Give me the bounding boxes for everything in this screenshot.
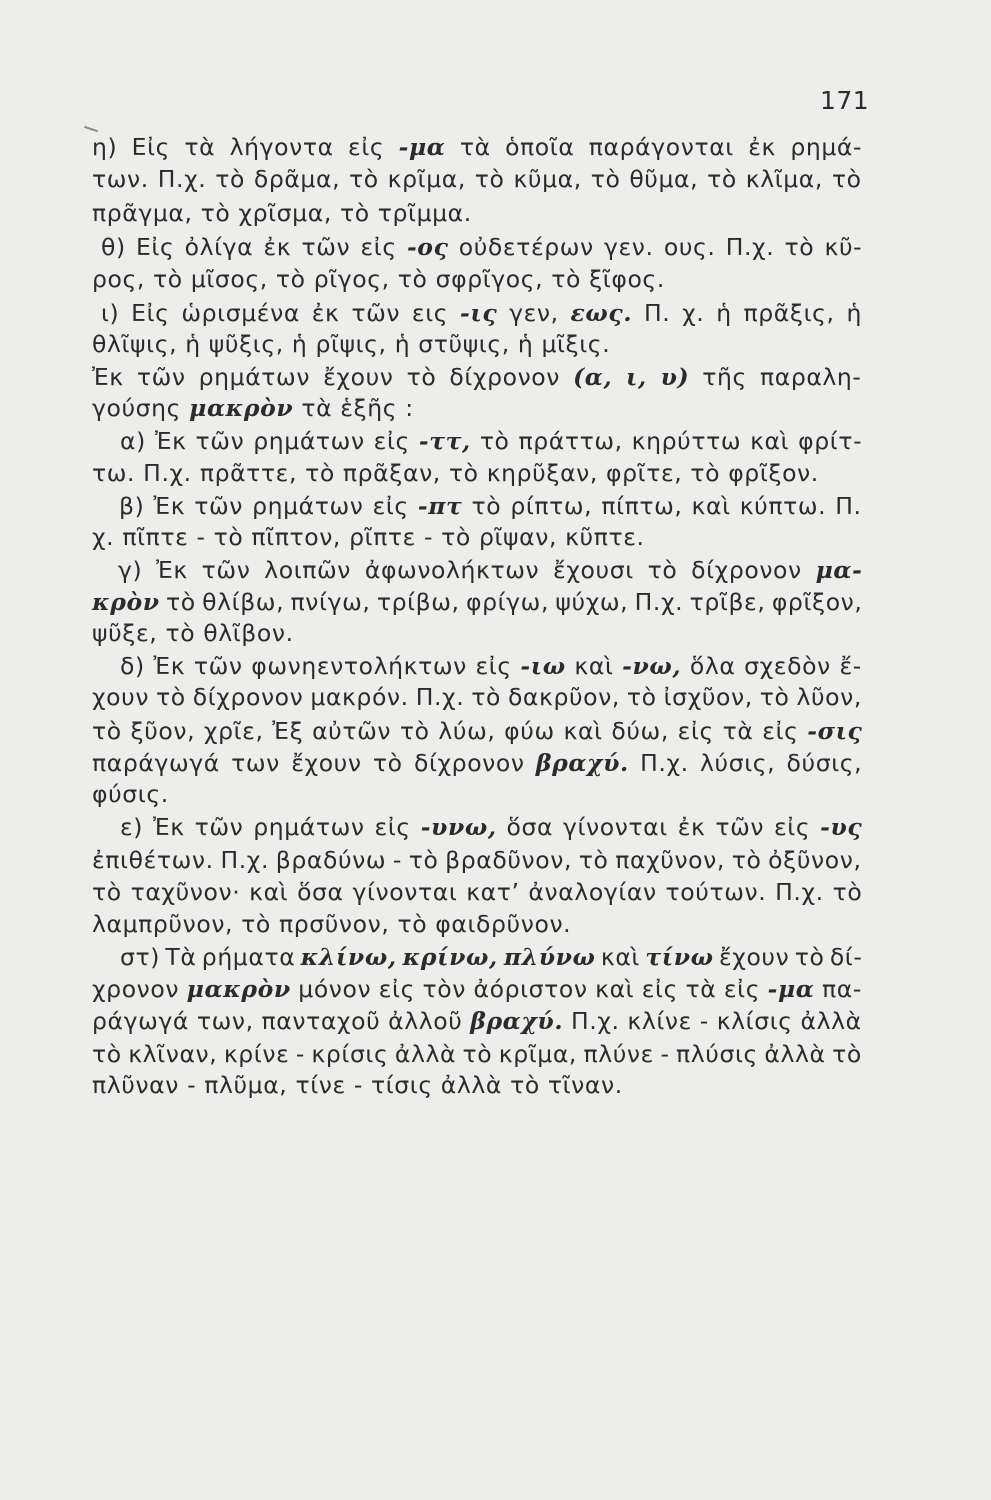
text-span: τὸ θλίβω, πνίγω, τρίβω, φρίγω, ψύχω, Π.χ. τρῖβε, φρῖξον, bbox=[159, 588, 863, 616]
text-span: μόνον εἰς τὸν ἀόριστον καὶ εἰς τὰ εἰς bbox=[290, 975, 768, 1003]
emphasis-text: -υνω, bbox=[420, 813, 497, 841]
text-line bbox=[92, 716, 862, 746]
text-line bbox=[92, 587, 862, 617]
text-span: α) Ἐκ τῶν ρημάτων εἰς bbox=[120, 427, 419, 455]
text-line bbox=[101, 298, 862, 328]
text-span: πρᾶγμα, τὸ χρῖσμα, τὸ τρῖμμα. bbox=[92, 199, 472, 227]
text-line bbox=[92, 522, 645, 552]
text-span: τὸ ρίπτω, πίπτω, καὶ κύπτω. Π. bbox=[462, 492, 862, 520]
text-span: ρος, τὸ μῖσος, τὸ ρῖγος, τὸ σφρῖγος, τὸ ξῖφος. bbox=[92, 265, 665, 293]
emphasis-text: μακρὸν bbox=[186, 975, 291, 1003]
text-span: ε) Ἐκ τῶν ρημάτων εἰς bbox=[120, 813, 421, 841]
text-span: ράγωγά των, πανταχοῦ ἀλλοῦ bbox=[92, 1007, 471, 1035]
text-span: ψῦξε, τὸ θλῖβον. bbox=[92, 619, 294, 647]
emphasis-text: -σις bbox=[807, 717, 863, 745]
text-span: τὸ ταχῦνον· καὶ ὅσα γίνονται κατ’ ἀναλογίαν τούτων. Π.χ. τὸ bbox=[92, 878, 863, 906]
text-span: Ἐκ τῶν ρημάτων ἔχουν τὸ δίχρονον bbox=[92, 363, 574, 391]
text-line bbox=[120, 651, 862, 681]
text-span: η) Εἰς τὰ λήγοντα εἰς bbox=[92, 133, 399, 161]
text-span: ὅσα γίνονται ἐκ τῶν εἰς bbox=[496, 813, 821, 841]
emphasis-text: βραχύ. bbox=[470, 1007, 564, 1035]
text-span: χρονον bbox=[92, 975, 187, 1003]
text-span: χουν τὸ δίχρονον μακρόν. Π.χ. τὸ δακρῦον, τὸ ἰσχῦον, τὸ λῦον, bbox=[92, 683, 862, 711]
text-line bbox=[92, 362, 862, 392]
text-span: καὶ bbox=[595, 943, 646, 971]
emphasis-text: μακρὸν bbox=[189, 394, 294, 422]
text-span: τὰ ἑξῆς : bbox=[293, 394, 414, 422]
text-line bbox=[120, 426, 862, 456]
text-line bbox=[92, 682, 862, 712]
text-span: τὸ πράττω, κηρύττω καὶ φρίτ- bbox=[470, 427, 863, 455]
text-line bbox=[92, 393, 414, 423]
emphasis-text: -υς bbox=[820, 813, 863, 841]
text-span: Π.χ. κλίνε - κλίσις ἀλλὰ bbox=[563, 1007, 862, 1035]
text-line bbox=[92, 845, 862, 875]
emphasis-text: κλίνω, κρίνω, πλύνω bbox=[300, 943, 596, 971]
text-line bbox=[118, 555, 862, 585]
text-span: τὸ κλῖναν, κρίνε - κρίσις ἀλλὰ τὸ κρῖμα, πλύνε - πλύσις ἀλλὰ τὸ bbox=[92, 1040, 862, 1068]
text-line bbox=[92, 164, 862, 194]
emphasis-text: -πτ bbox=[417, 492, 463, 520]
emphasis-text: -μα bbox=[767, 975, 815, 1003]
text-line bbox=[92, 877, 862, 907]
text-line bbox=[92, 132, 862, 162]
text-span: στ) Τὰ ρήματα bbox=[120, 943, 301, 971]
text-span: τῆς παραλη- bbox=[689, 363, 862, 391]
text-span: χ. πῖπτε - τὸ πῖπτον, ρῖπτε - τὸ ρῖψαν, κῦπτε. bbox=[92, 523, 645, 551]
emphasis-text: -μα bbox=[398, 133, 446, 161]
text-span: τὰ ὁποῖα παράγονται ἐκ ρημά- bbox=[445, 133, 863, 161]
emphasis-text: -ιω bbox=[520, 652, 566, 680]
text-span: γεν, bbox=[497, 299, 571, 327]
page-number: 171 bbox=[820, 86, 870, 115]
text-span: καὶ bbox=[565, 652, 623, 680]
text-span: θλῖψις, ἡ ψῦξις, ἡ ρῖψις, ἡ στῦψις, ἡ μῖξις. bbox=[92, 330, 611, 358]
emphasis-text: -ττ, bbox=[418, 427, 471, 455]
text-line bbox=[92, 264, 665, 294]
text-span: φύσις. bbox=[92, 780, 169, 808]
text-span: πα- bbox=[814, 975, 862, 1003]
text-span: τὸ ξῦον, χρῖε, Ἐξ αὐτῶν τὸ λύω, φύω καὶ δύω, εἰς τὰ εἰς bbox=[92, 717, 808, 745]
emphasis-text: (α, ι, υ) bbox=[573, 363, 690, 391]
text-line bbox=[92, 909, 571, 939]
emphasis-text: τίνω bbox=[645, 943, 714, 971]
text-span: θ) Εἰς ὀλίγα ἐκ τῶν εἰς bbox=[101, 233, 407, 261]
emphasis-text: -ις bbox=[460, 299, 498, 327]
emphasis-text: βραχύ. bbox=[535, 749, 629, 777]
text-line bbox=[92, 748, 862, 778]
text-line bbox=[92, 458, 819, 488]
emphasis-text: εως. bbox=[570, 299, 633, 327]
emphasis-text: -ος bbox=[406, 233, 449, 261]
text-span: των. Π.χ. τὸ δρᾶμα, τὸ κρῖμα, τὸ κῦμα, τὸ θῦμα, τὸ κλῖμα, τὸ bbox=[92, 165, 862, 193]
text-span: γ) Ἐκ τῶν λοιπῶν ἀφωνολήκτων ἔχουσι τὸ δίχρονον bbox=[118, 556, 816, 584]
text-line bbox=[119, 491, 862, 521]
text-line bbox=[92, 618, 294, 648]
text-span: παράγωγά των ἔχουν τὸ δίχρονον bbox=[92, 749, 536, 777]
text-span: δ) Ἐκ τῶν φωνηεντολήκτων εἰς bbox=[120, 652, 521, 680]
text-span: ι) Εἰς ὡρισμένα ἐκ τῶν εις bbox=[101, 299, 461, 327]
text-line bbox=[92, 974, 862, 1004]
text-span: ἐπιθέτων. Π.χ. βραδύνω - τὸ βραδῦνον, τὸ παχῦνον, τὸ ὀξῦνον, bbox=[92, 846, 862, 874]
emphasis-text: -νω, bbox=[622, 652, 682, 680]
text-line bbox=[92, 1006, 862, 1036]
text-span: πλῦναν - πλῦμα, τίνε - τίσις ἀλλὰ τὸ τῖναν. bbox=[92, 1071, 623, 1099]
text-span: ἔχουν τὸ δί- bbox=[713, 943, 863, 971]
text-line bbox=[92, 779, 169, 809]
text-line bbox=[120, 812, 862, 842]
text-line bbox=[92, 1039, 862, 1069]
text-span: τω. Π.χ. πρᾶττε, τὸ πρᾶξαν, τὸ κηρῦξαν, φρῖτε, τὸ φρῖξον. bbox=[92, 459, 819, 487]
emphasis-text: μα- bbox=[815, 556, 863, 584]
text-line bbox=[120, 942, 862, 972]
text-line bbox=[92, 198, 472, 228]
text-span: οὐδετέρων γεν. ους. Π.χ. τὸ κῦ- bbox=[448, 233, 863, 261]
text-line bbox=[92, 1070, 623, 1100]
text-span: ὅλα σχεδὸν ἔ- bbox=[681, 652, 862, 680]
text-span: γούσης bbox=[92, 394, 190, 422]
text-span: λαμπρῦνον, τὸ πρσῦνον, τὸ φαιδρῦνον. bbox=[92, 910, 572, 938]
emphasis-text: κρὸν bbox=[92, 588, 160, 616]
text-span: Π. χ. ἡ πρᾶξις, ἡ bbox=[632, 299, 862, 327]
text-span: Π.χ. λύσις, δύσις, bbox=[628, 749, 863, 777]
text-line bbox=[101, 232, 862, 262]
text-line bbox=[92, 329, 610, 359]
text-span: β) Ἐκ τῶν ρημάτων εἰς bbox=[119, 492, 418, 520]
